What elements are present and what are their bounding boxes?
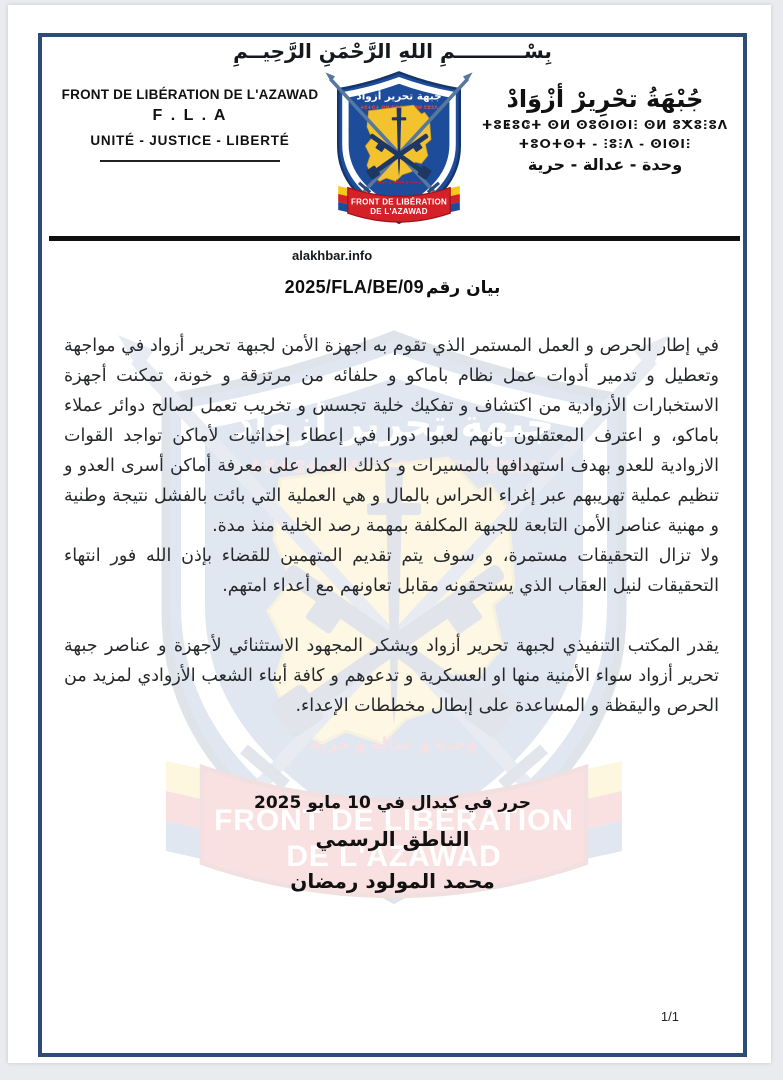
page-border-frame [38, 33, 747, 1057]
basmala-calligraphy: بِسْــــــــــمِ اللهِ الرَّحْمَنِ الرَّحِيــمِ [233, 39, 552, 63]
header-divider [100, 160, 280, 162]
signature-place-date: حرر في كيدال في 10 مايو 2025 [254, 793, 531, 813]
signature-block [42, 793, 743, 893]
statement-paragraph: ولا تزال التحقيقات مستمرة، و سوف يتم تقديم المتهمين للقضاء بإذن الله فور انتهاء التحقيقات لنيل العقاب الذي يستحقونه مقابل تعاونهم مع أعداء امتهم. [64, 546, 719, 596]
header-arabic-block [471, 85, 739, 174]
org-abbr: F . L . A [152, 107, 228, 124]
statement-paragraph: يقدر المكتب التنفيذي لجبهة تحرير أزواد ويشكر المجهود الاستثنائي لأجهزة و عناصر جبهة تحرير أزواد سواء الأمنية منها او العسكرية و تدعوهم و كافة أبناء الشعب الأزوادي لمزيد من الحرص واليقظة و المساعدة على إبطال مخططات الإعداء. [64, 636, 719, 716]
header-rule [49, 236, 740, 241]
tifinagh-line-2: ⵜⵓⵔⵜⵙⵜ - ⵗⵓⵗⴷ - ⵙⵏⵙⵏⵗ [518, 137, 692, 151]
statement-ref: 2025/FLA/BE/09 [284, 277, 424, 297]
statement-label: بيان رقم [425, 278, 501, 298]
signature-role: الناطق الرسمي [315, 827, 470, 851]
org-name-ar: جُبْهَةُ تحْرِيرْ أزْوَادْ [506, 85, 704, 113]
statement-body [64, 331, 719, 721]
motto-ar: وحدة - عدالة - حرية [527, 155, 683, 174]
statement-title [42, 277, 743, 298]
motto-fr: UNITÉ - JUSTICE - LIBERTÉ [90, 133, 290, 148]
tifinagh-line-1: ⵜⵓⵟⵓⵛⵜ ⵙⵍ ⵙⵓⵙⵏⵙⵏⵗ ⵙⵍ ⵓⵅⵓⵗⵓⴷ [481, 118, 729, 132]
header-french-block [58, 87, 322, 162]
page-number: 1/1 [660, 1009, 679, 1024]
page [8, 5, 771, 1063]
signature-name: محمد المولود رمضان [290, 869, 495, 893]
source-watermark: alakhbar.info [292, 248, 373, 263]
statement-paragraph: في إطار الحرص و العمل المستمر الذي تقوم به اجهزة الأمن لجبهة تحرير أزواد في مواجهة وتعطيل و تدمير أدوات عمل نظام باماكو و حلفائه من مرتزقة و خونة، تمكنت أجهزة الاستخبارات الأزوادية من اكتشاف و تفكيك خلية تجسس و تخريب تعمل لصالح دوائر عملاء باماكو، و اعترف المعتقلون بانهم لعبوا دورا في إعطاء إحداثيات لأماكن تواجد القوات الازوادية للعدو بهدف استهدافها بالمسيرات و كذلك العمل على معرفة أماكن أسرى العدو و تنظيم عملية تهريبهم عبر إغراء الحراس بالمال و هي العملية التي بائت بالفشل نتيجة وطنية و مهنية عناصر الأمن التابعة للجبهة المكلفة بمهمة رصد الخلية منذ مدة. [64, 336, 719, 536]
org-name-fr: FRONT DE LIBÉRATION DE L'AZAWAD [61, 87, 319, 102]
fla-emblem [319, 61, 479, 239]
